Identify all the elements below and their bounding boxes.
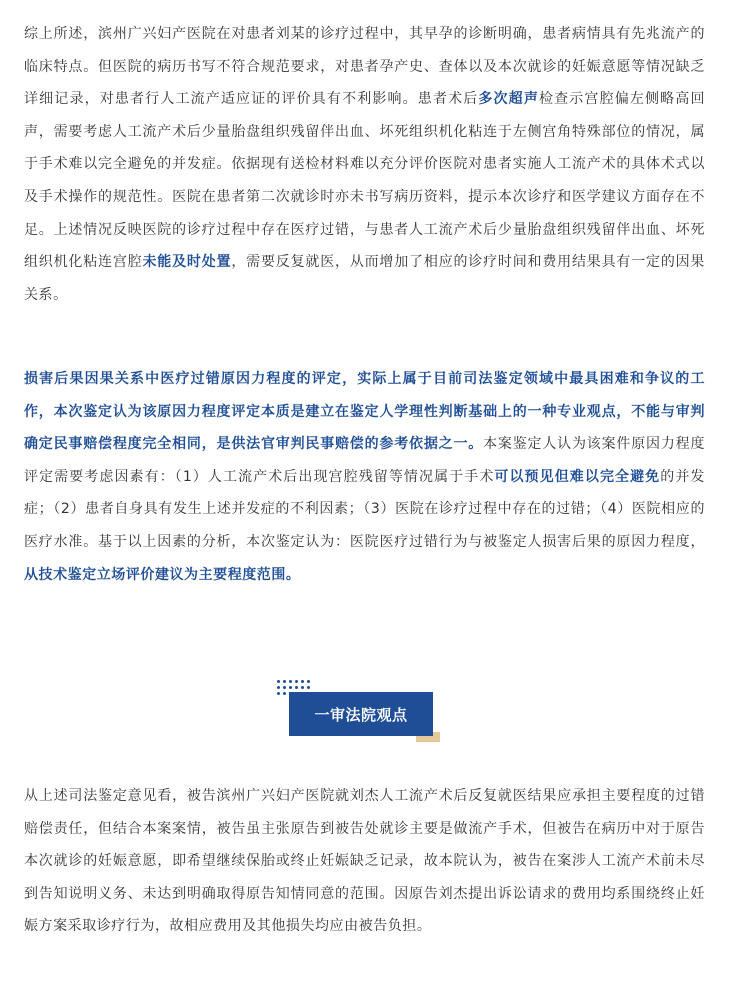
highlight-text: 可以预见但难以完全避免: [494, 468, 661, 485]
paragraph-text: 检查示宫腔偏左侧略高回声，需要考虑人工流产术后少量胎盘组织残留伴出血、坏死组织机化粘连于左侧宫角特殊部位的情况，属于手术难以完全避免的并发症。依据现有送检材料难以充分评价医院对患者实施人工流产术的具体术式以及手术操作的规范性。医院在患者第二次就诊时亦未书写病历资料，提示本次诊疗和医学建议方面存在不足。上述情况反映医院的诊疗过程中存在医疗过错，与患者人工流产术后少量胎盘组织残留伴出血、坏死组织机化粘连宫腔: [24, 91, 705, 271]
causation-degree-paragraph: [24, 363, 705, 591]
paragraph-text: ，需要反复就医，从而增加了相应的诊疗时间和费用结果具有一定的因果关系。: [24, 254, 705, 303]
appraisal-conclusion-paragraph: [24, 18, 705, 311]
highlight-text: 未能及时处置: [142, 254, 232, 271]
highlight-text: 损害后果因果关系中医疗过错原因力程度的评定，实际上属于目前司法鉴定领域中最具困难和争议的工作，本次鉴定认为该原因力程度评定本质是建立在鉴定人学理性判断基础上的一种专业观点，不能与审判确定民事赔偿程度完全相同，是供法官审判民事赔偿的参考依据之一。: [24, 371, 705, 453]
section-heading: [275, 680, 440, 742]
highlight-text: 从技术鉴定立场评价建议为主要程度范围。: [24, 566, 301, 583]
section-heading-banner: [289, 692, 433, 736]
section-heading-label: 一审法院观点: [314, 705, 408, 724]
paragraph-text: 本案鉴定人认为该案件原因力程度评定需要考虑因素有：（1）人工流产术后出现宫腔残留等情况属于手术: [24, 436, 705, 485]
paragraph-text: 的并发症；（2）患者自身具有发生上述并发症的不利因素；（3）医院在诊疗过程中存在的过错；（4）医院相应的医疗水准。基于以上因素的分析，本次鉴定认为：医院医疗过错行为与被鉴定人损害后果的原因力程度，: [24, 468, 705, 550]
court-opinion-paragraph: [24, 780, 705, 943]
highlight-text: 多次超声: [478, 91, 539, 108]
paragraph-text: 从上述司法鉴定意见看，被告滨州广兴妇产医院就刘杰人工流产术后反复就医结果应承担主要程度的过错赔偿责任，但结合本案案情，被告虽主张原告到被告处就诊主要是做流产手术，但被告在病历中对于原告本次就诊的妊娠意愿，即希望继续保胎或终止妊娠缺乏记录，故本院认为，被告在案涉人工流产术前未尽到告知说明义务、未达到明确取得原告知情同意的范围。因原告刘杰提出诉讼请求的费用均系围绕终止妊娠方案采取诊疗行为，故相应费用及其他损失均应由被告负担。: [24, 788, 705, 935]
paragraph-text: 综上所述，滨州广兴妇产医院在对患者刘某的诊疗过程中，其早孕的诊断明确，患者病情具有先兆流产的临床特点。但医院的病历书写不符合规范要求，对患者孕产史、查体以及本次就诊的妊娠意愿等情况缺乏详细记录，对患者行人工流产适应证的评价具有不利影响。患者术后: [24, 26, 705, 108]
